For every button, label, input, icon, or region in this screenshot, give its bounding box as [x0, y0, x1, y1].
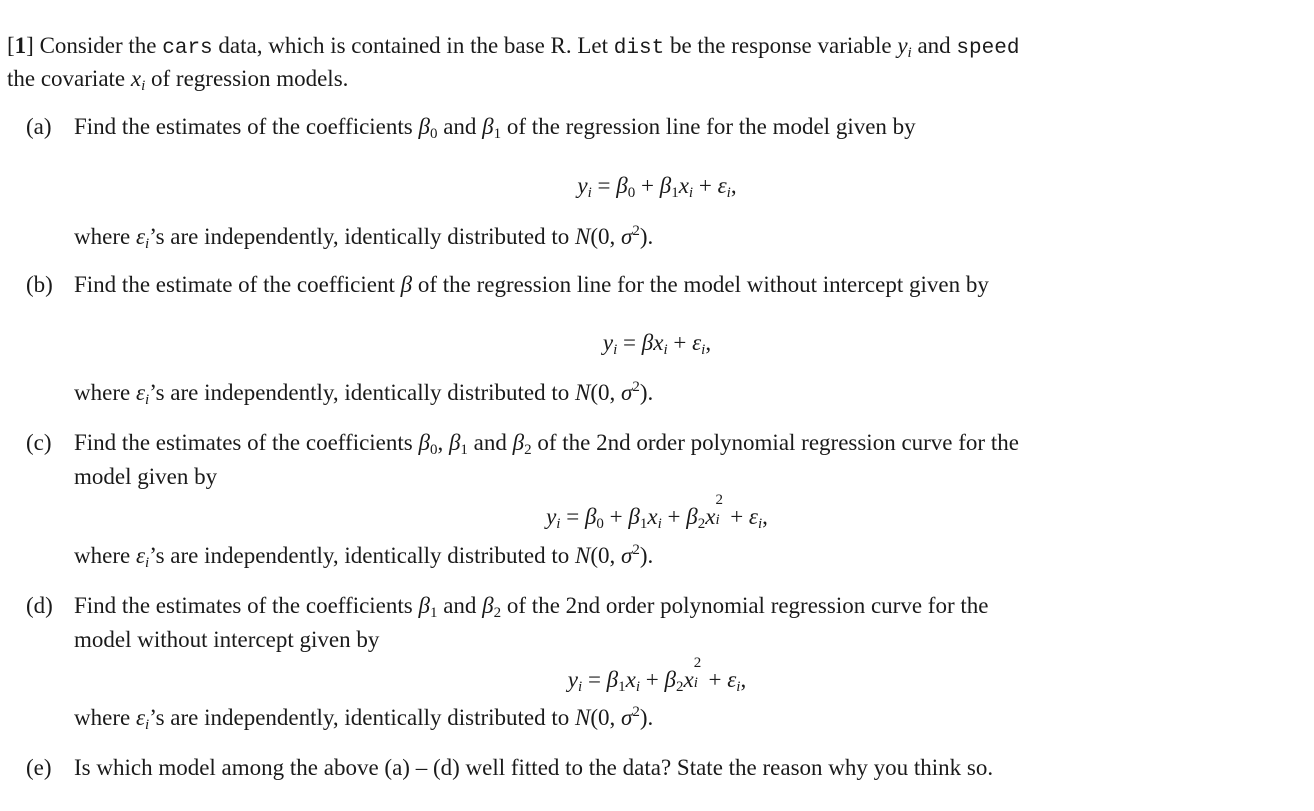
- part-c-text-3: model given by: [74, 464, 218, 489]
- part-d-label: (d): [26, 593, 53, 618]
- part-a-question: (a) Find the estimates of the coefficients $\beta_0$ and $\beta_1$ of the regression line for the model given by: [26, 114, 916, 142]
- part-c-text: Find the estimates of the coefficients: [74, 430, 413, 455]
- part-c-question-line-2: [74, 465, 217, 488]
- problem-intro-line-2: the covariate $x_i$ of regression models.: [7, 66, 349, 94]
- dataset-name: cars: [162, 37, 213, 60]
- part-b-label: (b): [26, 272, 53, 297]
- part-c-text-2: of the 2nd order polynomial regression curve for the: [537, 430, 1019, 455]
- part-c-label: (c): [26, 430, 52, 455]
- part-b-where: where $\varepsilon_i’s$ are independently, identically distributed to N(0, $\sigma^2$).: [74, 379, 654, 408]
- distribution-text: ’s are independently, identically distributed to: [149, 224, 570, 249]
- part-e-text: Is which model among the above (a) – (d) well fitted to the data? State the reason why you think so.: [74, 755, 994, 780]
- part-e-question: [26, 756, 993, 779]
- where-text: where: [74, 380, 131, 405]
- part-d-where: where $\varepsilon_i’s$ are independently, identically distributed to N(0, $\sigma^2$).: [74, 704, 654, 733]
- part-b-question: (b) Find the estimate of the coefficient β of the regression line for the model without intercept given by: [26, 272, 989, 297]
- problem-intro-line-1: [1] Consider the cars data, which is contained in the base R. Let dist be the response variable $y_i$ and speed: [7, 33, 1020, 61]
- where-text: where: [74, 224, 131, 249]
- part-a-where: where $\varepsilon_i’s$ are independently, identically distributed to N(0, $\sigma^2$).: [74, 223, 654, 252]
- part-e-label: (e): [26, 755, 52, 780]
- part-c-equation: $y_i = \beta_0 + \beta_1x_i + \beta_2x$ 2 i + $\varepsilon_i$,: [546, 492, 768, 532]
- part-d-question: (d) Find the estimates of the coefficients $\beta_1$ and $\beta_2$ of the 2nd order polynomial regression curve for the: [26, 593, 989, 621]
- part-d-text-3: model without intercept given by: [74, 627, 380, 652]
- part-a-equation: $y_i = \beta_0 + \beta_1x_i + \varepsilon_i$,: [577, 173, 737, 201]
- distribution-text: ’s are independently, identically distributed to: [149, 380, 570, 405]
- intro-text: Consider the: [39, 33, 157, 58]
- part-c-question: (c) Find the estimates of the coefficients $\beta_0$, $\beta_1$ and $\beta_2$ of the 2nd order polynomial regression curve for the: [26, 430, 1019, 458]
- distribution-text: ’s are independently, identically distributed to: [149, 543, 570, 568]
- part-d-text: Find the estimates of the coefficients: [74, 593, 413, 618]
- part-b-equation: $y_i = \beta x_i + \varepsilon_i$,: [602, 330, 712, 358]
- where-text: where: [74, 543, 131, 568]
- part-d-and: and: [443, 593, 477, 618]
- problem-number: 1: [14, 33, 27, 58]
- intro-text: the covariate: [7, 66, 126, 91]
- where-text: where: [74, 705, 131, 730]
- covariate-variable: speed: [956, 37, 1020, 60]
- part-a-label: (a): [26, 114, 52, 139]
- part-a-text-2: of the regression line for the model given by: [506, 114, 916, 139]
- part-d-equation: $y_i = \beta_1x_i + \beta_2x$ 2 i + $\varepsilon_i$,: [567, 655, 747, 695]
- distribution-text: ’s are independently, identically distributed to: [149, 705, 570, 730]
- intro-text: of regression models.: [151, 66, 349, 91]
- part-c-where: where $\varepsilon_i’s$ are independently, identically distributed to N(0, $\sigma^2$).: [74, 542, 654, 571]
- part-c-and: and: [473, 430, 507, 455]
- intro-text: and: [917, 33, 951, 58]
- part-b-text: Find the estimate of the coefficient: [74, 272, 395, 297]
- part-d-text-2: of the 2nd order polynomial regression curve for the: [506, 593, 989, 618]
- intro-text: data, which is contained in the base R. Let: [218, 33, 609, 58]
- part-b-text-2: of the regression line for the model without intercept given by: [417, 272, 989, 297]
- part-a-and: and: [443, 114, 477, 139]
- response-variable: dist: [613, 37, 665, 60]
- intro-text: be the response variable: [669, 33, 892, 58]
- part-d-question-line-2: [74, 628, 379, 651]
- part-a-text: Find the estimates of the coefficients: [74, 114, 413, 139]
